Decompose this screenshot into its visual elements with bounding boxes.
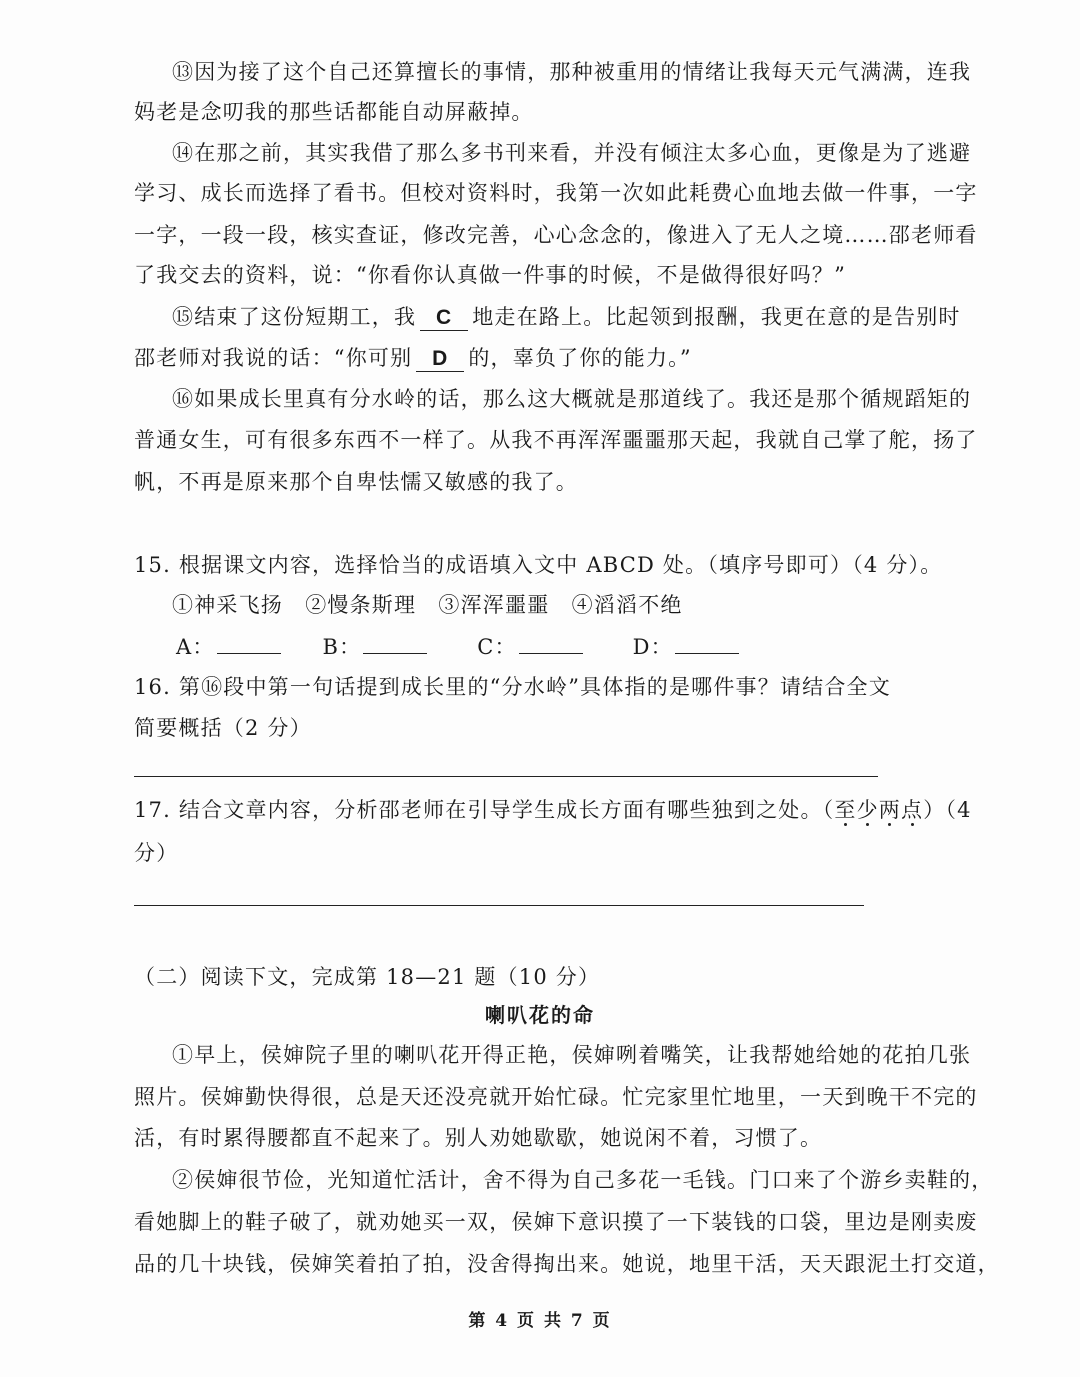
fill-blank-c: C bbox=[420, 306, 468, 331]
question-17-answer-line[interactable] bbox=[134, 905, 864, 906]
emphasis-char-3: 两 bbox=[878, 798, 901, 822]
passage-p13-line2: 妈老是念叨我的那些话都能自动屏蔽掉。 bbox=[134, 100, 534, 124]
section-2-heading: （二）阅读下文，完成第 18—21 题（10 分） bbox=[134, 965, 601, 989]
article-p2-line3: 品的几十块钱，侯婶笑着拍了拍，没舍得掏出来。她说，地里干活，天天跟泥土打交道， bbox=[134, 1252, 1000, 1276]
article-p2-line1: ②侯婶很节俭，光知道忙活计，舍不得为自己多花一毛钱。门口来了个游乡卖鞋的， bbox=[172, 1168, 994, 1192]
article-p2-line2: 看她脚上的鞋子破了，就劝她买一双，侯婶下意识摸了一下装钱的口袋，里边是刚卖废 bbox=[134, 1210, 978, 1234]
question-15-options: ①神采飞扬 ②慢条斯理 ③浑浑噩噩 ④滔滔不绝 bbox=[172, 593, 683, 617]
emphasis-char-4: 点 bbox=[900, 798, 924, 822]
page-number: 第 4 页 共 7 页 bbox=[468, 1311, 612, 1331]
question-17-text-start: 17. 结合文章内容，分析邵老师在引导学生成长方面有哪些独到之处。（ bbox=[134, 798, 835, 822]
passage-p15-line2 bbox=[134, 343, 692, 373]
passage-p14-line4: 了我交去的资料，说：“你看你认真做一件事的时候，不是做得很好吗？” bbox=[134, 263, 847, 287]
fill-blank-d: D bbox=[416, 347, 464, 372]
passage-p16-line2: 普通女生，可有很多东西不一样了。从我不再浑浑噩噩那天起，我就自己掌了舵，扬了 bbox=[134, 428, 978, 452]
question-17-text-end: ）（4 bbox=[923, 798, 972, 822]
question-15-answers bbox=[176, 632, 739, 662]
article-p1-line1: ①早上，侯婶院子里的喇叭花开得正艳，侯婶咧着嘴笑，让我帮她给她的花拍几张 bbox=[172, 1043, 972, 1067]
answer-blank-c[interactable] bbox=[519, 635, 583, 654]
answer-label-b: B： bbox=[322, 635, 362, 659]
question-15-stem: 15. 根据课文内容，选择恰当的成语填入文中 ABCD 处。（填序号即可）（4 分）。 bbox=[134, 553, 943, 577]
passage-p15-line2-end: 的，辜负了你的能力。” bbox=[468, 346, 692, 370]
passage-p14-line1: ⑭在那之前，其实我借了那么多书刊来看，并没有倾注太多心血，更像是为了逃避 bbox=[172, 141, 972, 165]
passage-p15-line1 bbox=[172, 302, 961, 332]
question-16-line2: 简要概括（2 分） bbox=[134, 716, 312, 740]
passage-p14-line3: 一字，一段一段，核实查证，修改完善，心心念念的，像进入了无人之境……邵老师看 bbox=[134, 223, 978, 247]
article-p1-line3: 活，有时累得腰都直不起来了。别人劝她歇歇，她说闲不着，习惯了。 bbox=[134, 1126, 823, 1150]
article-p1-line2: 照片。侯婶勤快得很，总是天还没亮就开始忙碌。忙完家里忙地里，一天到晚干不完的 bbox=[134, 1085, 978, 1109]
answer-label-d: D： bbox=[632, 635, 673, 659]
answer-blank-b[interactable] bbox=[363, 635, 427, 654]
answer-label-a: A： bbox=[176, 635, 215, 659]
emphasis-char-2: 少 bbox=[856, 798, 879, 822]
question-17-line2: 分） bbox=[134, 841, 179, 865]
passage-p14-line2: 学习、成长而选择了看书。但校对资料时，我第一次如此耗费心血地去做一件事，一字 bbox=[134, 181, 978, 205]
answer-blank-a[interactable] bbox=[217, 635, 281, 654]
answer-blank-d[interactable] bbox=[675, 635, 739, 654]
question-16-line1: 16. 第⑯段中第一句话提到成长里的“分水岭”具体指的是哪件事？请结合全文 bbox=[134, 675, 891, 699]
emphasis-char-1: 至 bbox=[834, 798, 857, 822]
answer-label-c: C： bbox=[477, 635, 517, 659]
passage-p15-line1-start: ⑮结束了这份短期工，我 bbox=[172, 305, 417, 329]
passage-p16-line3: 帆，不再是原来那个自卑怯懦又敏感的我了。 bbox=[134, 470, 578, 494]
passage-p15-line2-start: 邵老师对我说的话：“你可别 bbox=[134, 346, 413, 370]
passage-p16-line1: ⑯如果成长里真有分水岭的话，那么这大概就是那道线了。我还是那个循规蹈矩的 bbox=[172, 387, 972, 411]
article-title: 喇叭花的命 bbox=[485, 1003, 595, 1027]
passage-p15-line1-end: 地走在路上。比起领到报酬，我更在意的是告别时 bbox=[472, 305, 961, 329]
question-17-line1 bbox=[134, 795, 972, 825]
question-16-answer-line[interactable] bbox=[134, 776, 878, 777]
passage-p13-line1: ⑬因为接了这个自己还算擅长的事情，那种被重用的情绪让我每天元气满满，连我 bbox=[172, 60, 972, 84]
